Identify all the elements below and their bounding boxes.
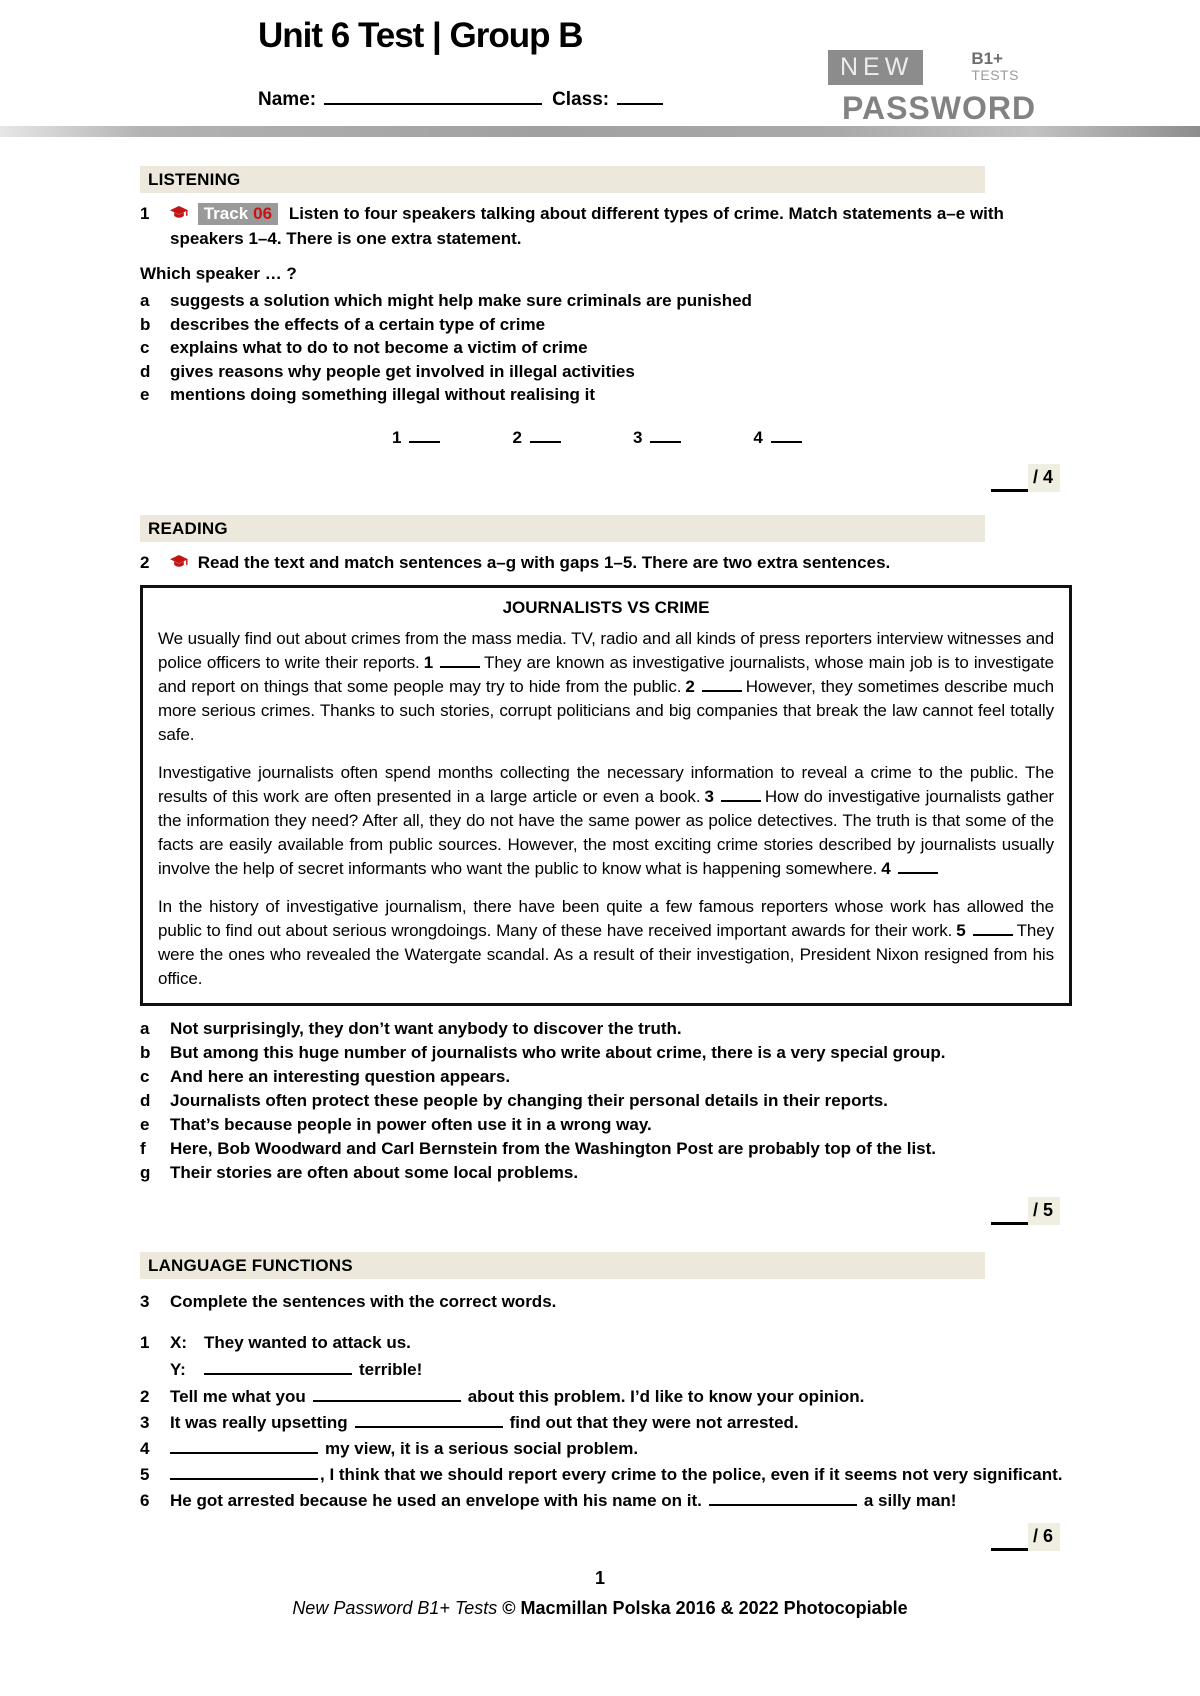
name-class-line: [258, 88, 663, 111]
sentence-c: [140, 1065, 1072, 1089]
gap-number: 1: [423, 652, 434, 672]
new-password-logo: [828, 50, 1036, 127]
lf-item-1-y-line: [170, 1356, 1072, 1383]
sentence-a: [140, 1017, 1072, 1041]
score-max-label: / 5: [1028, 1197, 1060, 1225]
reading-score: [140, 1197, 1072, 1225]
score-max-label: / 6: [1028, 1523, 1060, 1551]
score-max-label: / 4: [1028, 464, 1060, 492]
reading-instruction: Read the text and match sentences a–g with gaps 1–5. There are two extra sentences.: [197, 552, 891, 572]
gap-number: 5: [956, 920, 966, 940]
speaker-1-blank[interactable]: [409, 426, 440, 443]
passage-title: JOURNALISTS VS CRIME: [502, 597, 710, 617]
item-number: 6: [140, 1490, 150, 1510]
option-text: gives reasons why people get involved in illegal activities: [170, 361, 635, 381]
passage-text: However, they sometimes describe much more serious crimes. Thanks to such stories, corrupt politicians and big companies that break the law cannot feel totally safe.: [158, 676, 1055, 744]
sentence-letter: d: [140, 1090, 151, 1110]
answer-blank-1[interactable]: [204, 1358, 352, 1375]
item-number: 2: [140, 1386, 150, 1406]
y-text: terrible!: [359, 1359, 423, 1379]
lf-item-4: [140, 1436, 1072, 1461]
answer-blank-6[interactable]: [709, 1489, 857, 1506]
answer-blank-2[interactable]: [313, 1385, 461, 1402]
item-number: 5: [140, 1464, 150, 1484]
option-text: suggests a solution which might help make sure criminals are punished: [170, 291, 752, 310]
lf-item-2: [140, 1384, 1072, 1409]
passage-paragraph-3: [158, 895, 1054, 991]
sentence-letter: g: [140, 1162, 151, 1182]
sentence-text: Journalists often protect these people by changing their personal details in their reports.: [170, 1090, 888, 1110]
listening-options: [140, 289, 1072, 407]
class-label: Class:: [552, 89, 610, 110]
option-text: explains what to do to not become a victim of crime: [170, 338, 588, 357]
sentence-text: And here an interesting question appears.: [170, 1066, 511, 1086]
graduation-cap-icon: [170, 203, 188, 227]
option-letter: b: [140, 314, 151, 334]
sentence-letter: c: [140, 1066, 150, 1086]
score-blank: [991, 469, 1028, 492]
speaker-4-blank[interactable]: [771, 426, 802, 443]
language-functions-items: [140, 1329, 1072, 1513]
test-content: [140, 166, 1072, 1551]
passage-text: We usually find out about crimes from the mass media. TV, radio and all kinds of press reporters interview witnesses and police officers to write their reports.: [158, 628, 1054, 672]
speaker-3: [633, 426, 681, 448]
item-number: 4: [140, 1438, 150, 1458]
speaker-4: [753, 426, 801, 448]
sentence-text: Not surprisingly, they don’t want anybody to discover the truth.: [170, 1018, 682, 1038]
option-letter: a: [140, 291, 150, 310]
sentence-letter: f: [140, 1138, 146, 1158]
speaker-number: 3: [632, 427, 643, 447]
gap-1-blank[interactable]: [440, 651, 480, 668]
language-functions-score: [140, 1523, 1072, 1551]
language-functions-instruction: Complete the sentences with the correct words.: [170, 1291, 557, 1311]
reading-passage-box: [140, 585, 1072, 1006]
gap-3-blank[interactable]: [721, 785, 761, 802]
speaker-1: [392, 426, 440, 448]
item-post-text: find out that they were not arrested.: [509, 1412, 799, 1432]
task-number: 1: [140, 204, 150, 223]
item-pre-text: Tell me what you: [170, 1386, 306, 1406]
listening-option-b: [140, 313, 1072, 337]
gap-2-blank[interactable]: [702, 675, 742, 692]
speaker-number: 2: [512, 427, 522, 447]
passage-paragraph-1: [158, 627, 1054, 747]
gap-number: 3: [704, 786, 714, 806]
reading-task: [140, 551, 1072, 576]
sentence-letter: a: [140, 1018, 150, 1038]
logo-new-badge: NEW: [828, 50, 923, 85]
sentence-text: Here, Bob Woodward and Carl Bernstein from the Washington Post are probably top of the list.: [170, 1138, 937, 1158]
answer-blank-4[interactable]: [170, 1437, 318, 1454]
lf-item-6: [140, 1488, 1072, 1513]
sentence-d: [140, 1089, 1072, 1113]
item-number: 1: [140, 1332, 150, 1352]
listening-option-d: [140, 360, 1072, 384]
graduation-cap-icon: [170, 552, 188, 576]
option-letter: e: [140, 385, 150, 404]
language-functions-task: [140, 1290, 1072, 1314]
sentence-e: [140, 1113, 1072, 1137]
item-post-text: a silly man!: [863, 1490, 957, 1510]
lf-item-1: [140, 1329, 1072, 1383]
sentence-b: [140, 1041, 1072, 1065]
speaker-number: 1: [392, 427, 402, 447]
listening-task: [140, 202, 1072, 251]
speaker-2-blank[interactable]: [530, 426, 561, 443]
answer-blank-5[interactable]: [170, 1463, 318, 1480]
gap-number: 4: [881, 858, 891, 878]
listening-option-c: [140, 336, 1072, 360]
listening-instruction: Listen to four speakers talking about different types of crime. Match statements a–e with speakers 1–4. There is one extra statement.: [170, 204, 1004, 248]
class-blank[interactable]: [617, 88, 663, 105]
listening-option-a: [140, 289, 1072, 313]
sentence-g: [140, 1161, 1072, 1185]
item-pre-text: It was really upsetting: [170, 1412, 348, 1432]
gap-5-blank[interactable]: [973, 919, 1013, 936]
header-divider-bar: [0, 126, 1200, 137]
listening-question: Which speaker … ?: [140, 264, 297, 283]
logo-tests-label: TESTS: [971, 67, 1019, 83]
gap-number: 2: [685, 676, 695, 696]
speaker-answer-row: [140, 426, 1072, 448]
item-post-text: , I think that we should report every crime to the police, even if it seems not very significant.: [320, 1464, 1063, 1484]
option-letter: d: [140, 361, 151, 381]
gap-4-blank[interactable]: [898, 857, 938, 874]
name-label: Name:: [258, 89, 317, 110]
item-number: 3: [140, 1412, 150, 1432]
logo-level-label: B1+: [971, 49, 1003, 68]
passage-text: In the history of investigative journalism, there have been quite a few famous reporters whose work has allowed the public to find out about serious wrongdoings. Many of these have received important awards for their work.: [158, 896, 1054, 940]
option-text: describes the effects of a certain type of crime: [170, 314, 546, 334]
passage-text: They are known as investigative journalists, whose main job is to investigate and report on things that some people may try to hide from the public.: [158, 652, 1054, 696]
listening-score: [140, 464, 1072, 492]
section-header-listening: LISTENING: [140, 166, 985, 193]
speaker-2: [512, 426, 560, 448]
footer-series-title: New Password B1+ Tests: [292, 1598, 498, 1618]
name-blank[interactable]: [324, 88, 542, 105]
page-number: 1: [594, 1568, 605, 1588]
footer-copyright: © Macmillan Polska 2016 & 2022 Photocopiable: [502, 1598, 908, 1618]
lf-item-1-x-line: [170, 1329, 1072, 1356]
passage-text: They were the ones who revealed the Watergate scandal. As a result of their investigation, President Nixon resigned from his office.: [158, 920, 1054, 988]
passage-paragraph-2: [158, 761, 1054, 881]
passage-text: How do investigative journalists gather the information they need? After all, they do not have the same power as police detectives. The truth is that some of the facts are easily available from public sources. However, the most exciting crime stories described by journalists usually involve the help of secret informants who want the public to know what is happening somewhere.: [158, 786, 1054, 878]
option-text: mentions doing something illegal without realising it: [170, 385, 596, 404]
score-blank: [991, 1202, 1028, 1225]
speaker-3-blank[interactable]: [650, 426, 681, 443]
item-pre-text: He got arrested because he used an envelope with his name on it.: [170, 1490, 702, 1510]
sentence-letter: b: [140, 1042, 151, 1062]
passage-text: Investigative journalists often spend months collecting the necessary information to reveal a crime to the public. The results of this work are often presented in a large article or even a book.: [158, 762, 1054, 806]
speaker-x-label: X:: [170, 1332, 187, 1352]
listening-option-e: [140, 383, 1072, 407]
task-number: 2: [140, 552, 150, 572]
speaker-y-label: Y:: [170, 1359, 186, 1379]
lf-item-5: [140, 1462, 1072, 1487]
sentence-f: [140, 1137, 1072, 1161]
sentence-text: That’s because people in power often use it in a wrong way.: [170, 1114, 652, 1134]
option-letter: c: [140, 338, 150, 357]
sentence-text: But among this huge number of journalists who write about crime, there is a very special group.: [170, 1042, 946, 1062]
item-post-text: my view, it is a serious social problem.: [325, 1438, 639, 1458]
footer-credit: [0, 1598, 1200, 1619]
task-number: 3: [140, 1291, 150, 1311]
x-text: They wanted to attack us.: [204, 1332, 411, 1352]
track-label: Track: [203, 204, 249, 223]
answer-blank-3[interactable]: [355, 1411, 503, 1428]
sentence-letter: e: [140, 1114, 150, 1134]
reading-sentences: [140, 1017, 1072, 1185]
logo-brand-label: PASSWORD: [842, 90, 1037, 126]
sentence-text: Their stories are often about some local problems.: [170, 1162, 579, 1182]
score-blank: [991, 1528, 1028, 1551]
section-header-language-functions: LANGUAGE FUNCTIONS: [140, 1252, 985, 1279]
speaker-number: 4: [753, 427, 763, 447]
page-title: Unit 6 Test | Group B: [258, 16, 583, 55]
lf-item-3: [140, 1410, 1072, 1435]
section-header-reading: READING: [140, 515, 985, 542]
track-badge: [198, 203, 278, 225]
track-number: 06: [253, 204, 273, 223]
item-post-text: about this problem. I’d like to know your opinion.: [467, 1386, 865, 1406]
